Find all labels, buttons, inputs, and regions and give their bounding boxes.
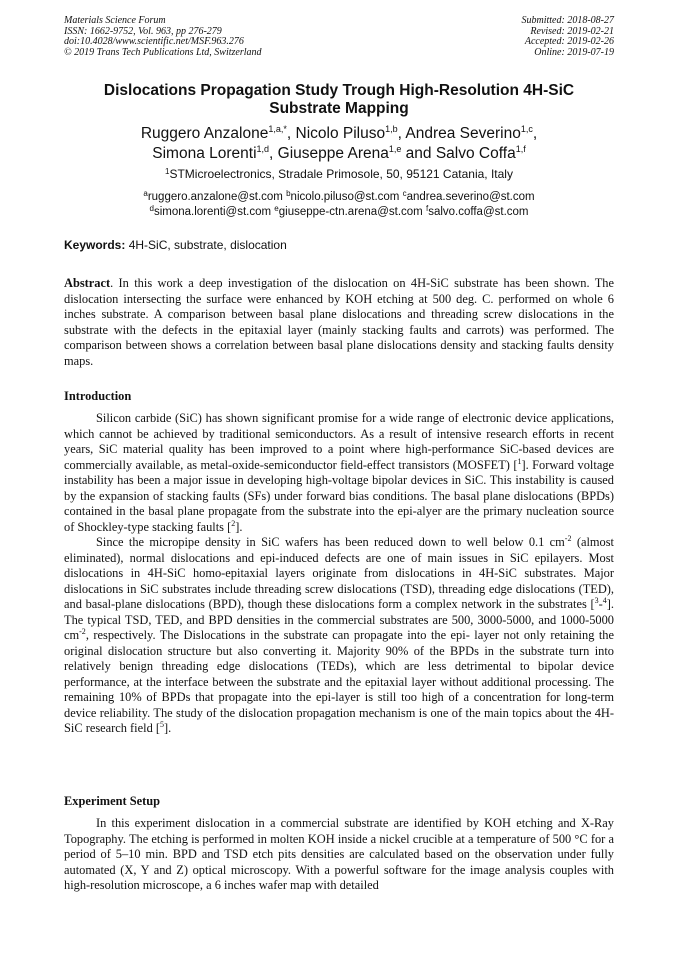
- text-run: Silicon carbide (SiC) has shown significant promise for a wide range of electronic device applications, which cannot be achieved by traditional semiconductors. As a result of intensive research efforts in recent years, SiC material quality has been improved to a point where high-performance SiC-based devices are commercially available, as metal-oxide-semiconductor field-effect transistors (MOSFET) [: [64, 411, 614, 472]
- email-sup: b: [286, 189, 291, 198]
- author-name: Simona Lorenti: [152, 145, 257, 162]
- title-line-1: Dislocations Propagation Study Trough High-Resolution 4H-SiC: [103, 82, 575, 99]
- email-sup: e: [274, 203, 279, 213]
- citation-ref[interactable]: 2: [231, 518, 236, 528]
- email-line-1: [64, 190, 614, 205]
- header-left: [64, 16, 262, 58]
- paper-title: [64, 82, 614, 118]
- online-date: Online: 2019-07-19: [534, 46, 614, 58]
- journal-name: Materials Science Forum: [64, 15, 166, 26]
- intro-paragraph-2: [64, 535, 614, 737]
- exponent: -2: [564, 534, 572, 543]
- email-link[interactable]: ruggero.anzalone@st.com: [147, 191, 283, 203]
- accepted-date: Accepted: 2019-02-26: [524, 36, 614, 47]
- email-link[interactable]: andrea.severino@st.com: [406, 191, 535, 203]
- author-name: Andrea Severino: [405, 125, 521, 142]
- citation-ref[interactable]: 1: [517, 456, 522, 466]
- copyright: © 2019 Trans Tech Publications Ltd, Switzerland: [64, 46, 262, 58]
- email-list: [64, 190, 614, 219]
- abstract: [64, 276, 614, 369]
- text-run: -: [598, 597, 603, 611]
- abstract-text: . In this work a deep investigation of the dislocation on 4H-SiC substrate has been shown. The dislocation intersecting the surface were enhanced by KOH etching at 500 deg. C. performed on whole 6 inches substrate. A comparison between basal plane dislocations and threading screw dislocations in the substrate with the defects in the epitaxial layer (mainly stacking faults and carrots) was performed. The comparison between shows a correlation between basal plane dislocations density and stacking faults density maps.: [64, 276, 614, 368]
- email-link[interactable]: simona.lorenti@st.com: [153, 205, 272, 218]
- author-line-2: Simona Lorenti$^{1,d}$, Giuseppe Arena$^{1,e}$ and Salvo Coffa$^{1,f}$: [152, 144, 526, 162]
- author-sup: 1,c: [520, 124, 533, 134]
- email-sup: a: [143, 189, 148, 198]
- doi: doi:10.4028/www.scientific.net/MSF.963.276: [64, 36, 244, 47]
- author-name: Ruggero Anzalone: [140, 125, 269, 142]
- keywords-label: Keywords:: [64, 238, 126, 252]
- affiliation-sup: 1: [165, 167, 170, 176]
- text-run: (almost eliminated), normal dislocations and epi-induced defects are one of main issues in SiC epilayers. Most dislocations in 4H-SiC homo-epitaxial layers originate from dislocations in 4H-SiC substrates. Major dislocations in SiC substrates include threading screw dislocations (TSD), threading edge dislocations (TED), and basal-plane dislocations (BPD), though these dislocations form a complex network in the substrates [: [64, 535, 614, 611]
- author-name: Salvo Coffa: [435, 145, 516, 162]
- email-sup: d: [149, 203, 154, 213]
- keywords: [64, 238, 614, 252]
- author-line-1: Ruggero Anzalone$^{1,a,*}$, Nicolo Piluso$^{1,b}$, Andrea Severino$^{1,c}$,: [140, 124, 538, 142]
- affiliation: [64, 167, 614, 181]
- text-run: ].: [235, 519, 243, 534]
- affiliation-text: STMicroelectronics, Stradale Primosole, 50, 95121 Catania, Italy: [169, 167, 513, 181]
- email-link[interactable]: giuseppe-ctn.arena@st.com: [278, 205, 423, 218]
- exponent: -2: [79, 627, 86, 636]
- email-sup: c: [402, 189, 407, 198]
- text-run: ].: [164, 721, 172, 735]
- text-run: ]. Forward voltage instability has been a major issue in developing high-voltage bipolar devices in SiC. This instability is caused by the expansion of stacking faults (SFs) under forward bias conditions. The basal plane dislocations (BPDs) contained in the basal plane propagate from the substrate into the epi-alyer are the primary nucleation source of Shockley-type stacking faults [: [64, 457, 615, 534]
- abstract-label: Abstract: [64, 276, 111, 290]
- author-name: Nicolo Piluso: [295, 125, 386, 142]
- author-sup: 1,f: [515, 144, 526, 154]
- citation-ref[interactable]: 4: [602, 596, 607, 605]
- experiment-body: [64, 816, 614, 894]
- citation-ref[interactable]: 5: [160, 720, 164, 729]
- title-line-2: Substrate Mapping: [269, 100, 409, 117]
- header-right: [522, 16, 615, 58]
- submitted-date: Submitted: 2018-08-27: [521, 15, 614, 26]
- text-run: Since the micropipe density in SiC wafers has been reduced down to well below 0.1 cm: [96, 535, 565, 549]
- email-line-2: [64, 205, 614, 220]
- author-sup: 1,a,*: [268, 124, 287, 134]
- author-list: [64, 124, 614, 164]
- email-link[interactable]: nicolo.piluso@st.com: [290, 191, 400, 203]
- section-heading-experiment: Experiment Setup: [64, 794, 161, 808]
- citation-ref[interactable]: 3: [594, 596, 599, 605]
- author-sup: 1,e: [388, 144, 402, 154]
- author-sup: 1,d: [256, 144, 270, 154]
- text-run: , respectively. The Dislocations in the substrate can propagate into the epi- layer not only retaining the original dislocation structure but also converting it. Majority 90% of the BPDs in the substrate turn into relatively benign threading edge dislocations (TEDs), which are less detrimental to bipolar device performance, at the interface between the substrate and the epitaxial layer without additional processing. The remaining 10% of BPDs that propagate into the epi-layer is still too high of a concentration for long-term device reliability. The study of the dislocation propagation mechanism is one of the main topics about the 4H-SiC research field [: [64, 628, 614, 735]
- text-run: ]. The typical TSD, TED, and BPD densities in the commercial substrates are 500, 3000-5000, and 1000-5000 cm: [64, 597, 614, 642]
- author-name: Giuseppe Arena: [277, 145, 389, 162]
- section-heading-introduction: Introduction: [64, 389, 132, 403]
- introduction-body: [64, 411, 614, 737]
- author-sup: 1,b: [385, 124, 398, 134]
- revised-date: Revised: 2019-02-21: [530, 25, 614, 37]
- keywords-text: 4H-SiC, substrate, dislocation: [128, 238, 287, 252]
- experiment-paragraph-1: In this experiment dislocation in a commercial substrate are identified by KOH etching and X-Ray Topography. The etching is performed in molten KOH inside a nickel crucible at a temperature of 500 °C for a period of 5–10 min. BPD and TSD etch pits densities are calculated based on the observation under fully automated (X, Y and Z) optical microscopy. With a powerful software for the image analysis couples with high-resolution microscope, a 6 inches wafer map with detailed: [64, 816, 614, 892]
- intro-paragraph-1: [64, 411, 614, 535]
- issn: ISSN: 1662-9752, Vol. 963, pp 276-279: [64, 25, 222, 37]
- email-link[interactable]: salvo.coffa@st.com: [428, 205, 529, 218]
- email-sup: f: [425, 203, 429, 213]
